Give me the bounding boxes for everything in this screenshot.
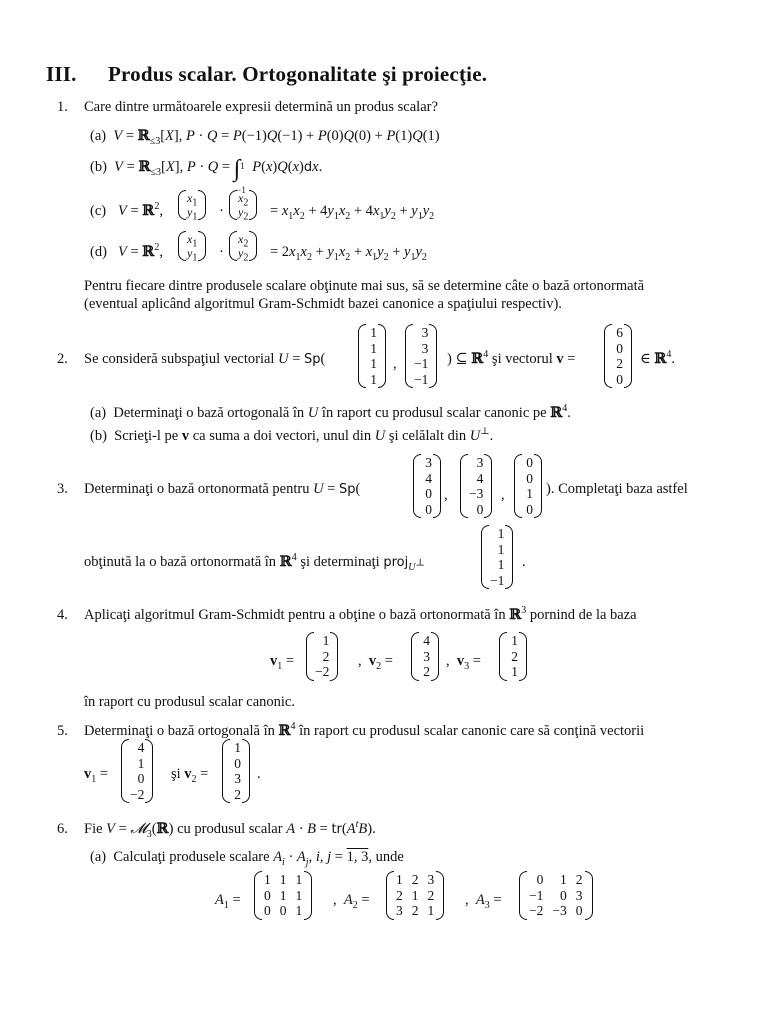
problem-3-proj-vector (481, 525, 513, 589)
problem-1d-expr: = $2x_1x_2 + y_1x_2 + x_1y_2 + y_1y_2$ (270, 244, 427, 263)
vector-entry: 0 (526, 455, 533, 470)
vector-entry: 1 (137, 755, 145, 771)
problem-1-note-2: (eventual aplicând algoritmul Gram-Schmidt bazei canonice a spaţiului respectiv). (84, 296, 562, 312)
problem-2-text-b: ) ⊆ ℝ$^4$ şi vectorul v = (447, 349, 576, 367)
matrix-entry: 1 (411, 887, 419, 903)
section-number: III. (46, 62, 77, 86)
vector-entry: 0 (526, 470, 533, 486)
problem-1-number: 1. (57, 99, 68, 115)
vector-entry: −2 (130, 786, 145, 802)
vector-entry: 6 (616, 325, 623, 340)
matrix-entry: 2 (411, 872, 419, 887)
vector-entry: −1 (490, 572, 505, 588)
problem-6a: (a) Calculaţi produsele scalare $A_i \cdot A_j$, i, j = 1, 3, unde (90, 849, 404, 868)
problem-1c-label: (c) (90, 203, 107, 219)
problem-1d-space: V = ℝ$^2$, (118, 242, 163, 260)
vector-entry: 1 (370, 356, 377, 371)
problem-5-text: Determinaţi o bază ortogonală în ℝ$^4$ în raport cu produsul scalar canonic care să conţină vectorii (84, 721, 645, 739)
vector-entry: 4 (137, 740, 145, 755)
problem-2-v-vector (604, 324, 632, 388)
matrix-entry: 3 (575, 887, 583, 903)
problem-3-line-2: obţinută la o bază ortonormată în ℝ$^4$ şi determinaţi proj$_{U^\perp}$ (84, 552, 425, 573)
problem-1c-expr: = $x_1x_2 + 4y_1x_2 + 4x_1y_2 + y_1y_2$ (270, 203, 435, 222)
matrix-entry: 0 (264, 903, 271, 918)
matrix-entry: 0 (560, 887, 567, 903)
vector-entry: 2 (511, 648, 518, 664)
vector-entry: 1 (370, 325, 377, 340)
vector-entry: 4 (425, 470, 432, 486)
vector-entry: 1 (497, 541, 505, 557)
matrix-entry: 3 (396, 903, 403, 918)
problem-5-v2 (222, 739, 250, 803)
matrix-entry: 2 (396, 887, 403, 903)
problem-1-note-1: Pentru fiecare dintre produsele scalare obţinute mai sus, să se determine câte o bază ortonormată (84, 278, 645, 294)
vector-entry: 2 (423, 664, 430, 679)
problem-6-text: Fie V = 𝓜$_3$(ℝ) cu produsul scalar $A \cdot B = tr(A^tB)$. (84, 819, 376, 840)
problem-1d-label: (d) (90, 244, 107, 260)
matrix-entry: 0 (575, 903, 583, 918)
matrix-entry: 1 (295, 872, 303, 887)
problem-2-u-vector-2 (405, 324, 437, 388)
matrix-entry: 0 (536, 872, 544, 887)
vector-entry: 2 (322, 648, 330, 664)
section-title-text: Produs scalar. Ortogonalitate şi proiecţie. (108, 62, 488, 86)
problem-4-footer: în raport cu produsul scalar canonic. (84, 694, 295, 710)
vector-entry: 0 (137, 771, 145, 786)
matrix-entry: 1 (264, 872, 271, 887)
matrix-entry: 3 (427, 872, 435, 887)
problem-3-u-vector-1 (413, 454, 441, 518)
problem-2a: (a) Determinaţi o bază ortogonală în U în raport cu produsul scalar canonic pe ℝ$^4$. (90, 403, 571, 421)
matrix-entry: 1 (295, 903, 303, 918)
vector-entry: 0 (425, 486, 432, 501)
matrix-entry: 2 (575, 872, 583, 887)
problem-2-text: Se consideră subspaţiul vectorial U = Sp( (84, 351, 326, 367)
problem-2-u-vector-1 (358, 324, 386, 388)
vector-entry: 2 (234, 786, 241, 802)
problem-4-v2 (411, 632, 439, 681)
problem-1-text: Care dintre următoarele expresii determină un produs scalar? (84, 99, 438, 115)
problem-6-matrix-A3 (519, 871, 593, 920)
problem-4-text: Aplicaţi algoritmul Gram-Schmidt pentru a obţine o bază ortonormată în ℝ$^3$ pornind de la baza (84, 605, 637, 623)
vector-entry: 0 (616, 371, 623, 387)
problem-5-v1 (121, 739, 153, 803)
matrix-entry: −1 (529, 887, 544, 903)
matrix-entry: 0 (264, 887, 271, 903)
problem-1c-vec2: $x_2$ $y_2$ (229, 190, 257, 220)
vector-entry: 3 (425, 455, 432, 470)
vector-entry: 0 (526, 501, 533, 517)
vector-entry: 1 (322, 633, 330, 648)
problem-1b: (b) V = ℝ$_{\le 3}$[X], P · Q = ∫ 1 −1 P(x)Q(x)dx. (90, 156, 323, 195)
vector-entry: 1 (511, 633, 518, 648)
problem-1c-space: V = ℝ$^2$, (118, 201, 163, 219)
problem-1a: (a) V = ℝ$_{\le 3}$[X], P · Q = P(−1)Q(−1) + P(0)Q(0) + P(1)Q(1) (90, 127, 440, 147)
vector-entry: 0 (616, 340, 623, 356)
problem-4-v1 (306, 632, 338, 681)
vector-entry: 3 (421, 325, 429, 340)
problem-3-text-b: ). Completaţi baza astfel (546, 481, 688, 497)
matrix-entry: −3 (552, 903, 567, 918)
vector-entry: 1 (370, 340, 377, 356)
problem-2-number: 2. (57, 351, 68, 367)
vector-entry: 1 (497, 526, 505, 541)
problem-3-u-vector-3 (514, 454, 542, 518)
matrix-entry: 1 (295, 887, 303, 903)
problem-3-text: Determinaţi o bază ortonormată pentru U = Sp( (84, 481, 361, 497)
vector-entry: 1 (234, 740, 241, 755)
vector-entry: −1 (414, 371, 429, 387)
problem-3-u-vector-2 (460, 454, 492, 518)
problem-1d-vec2: $x_2$ $y_2$ (229, 231, 257, 261)
matrix-entry: 1 (396, 872, 403, 887)
problem-2b: (b) Scrieţi-l pe v ca suma a doi vectori, unul din U şi celălalt din U⊥. (90, 426, 494, 444)
vector-entry: 3 (234, 771, 241, 786)
matrix-entry: 1 (279, 887, 287, 903)
vector-entry: 1 (511, 664, 518, 679)
problem-3-number: 3. (57, 481, 68, 497)
vector-entry: 1 (497, 557, 505, 572)
matrix-entry: 1 (427, 903, 435, 918)
vector-entry: 0 (234, 755, 241, 771)
problem-6-matrix-A1 (254, 871, 312, 920)
vector-entry: 3 (421, 340, 429, 356)
matrix-entry: 2 (411, 903, 419, 918)
vector-entry: 3 (476, 455, 484, 470)
problem-1c-vec1: $x_1$ $y_1$ (178, 190, 206, 220)
vector-entry: 4 (476, 470, 484, 486)
vector-entry: 4 (423, 633, 430, 648)
vector-entry: 1 (526, 486, 533, 501)
section-title (46, 62, 487, 87)
problem-5-number: 5. (57, 723, 68, 739)
matrix-entry: 0 (279, 903, 287, 918)
vector-entry: −2 (315, 664, 330, 679)
vector-entry: −3 (469, 486, 484, 501)
problem-4-v3 (499, 632, 527, 681)
vector-entry: 3 (423, 648, 430, 664)
matrix-entry: 1 (279, 872, 287, 887)
problem-4-number: 4. (57, 607, 68, 623)
matrix-entry: −2 (529, 903, 544, 918)
vector-entry: 2 (616, 356, 623, 371)
vector-entry: −1 (414, 356, 429, 371)
vector-entry: 0 (425, 501, 432, 517)
vector-entry: 0 (476, 501, 484, 517)
matrix-entry: 2 (427, 887, 435, 903)
vector-entry: 1 (370, 371, 377, 387)
problem-1d-vec1: $x_1$ $y_1$ (178, 231, 206, 261)
problem-6-matrix-A2 (386, 871, 444, 920)
matrix-entry: 1 (560, 872, 567, 887)
problem-6-number: 6. (57, 821, 68, 837)
page: III. Produs scalar. Ortogonalitate şi proiecţie. 1. Care dintre următoarele expresii determină un produs scalar? (a) V = ℝ$_{\le 3}$[X], P · Q = P(−1)Q(−1) + P(0)Q(0) + P(1)Q(1) (b) V = ℝ$_{\le 3}$[X], P · Q = ∫ 1 −1 P(x)Q(x)dx. (c) V = ℝ$^2$, $x_1$ $y_1$ · $x_2$ $y_2$ = $x_1x_2 + 4y_1x_2 + 4x_1y_2 + y_1y_2$ (d) V = ℝ$^2$, $x_1$ $y_1$ · $x_2$ $y_2$ = $2x_1x_2 + y_1x_2 + x_1y_2 + y_1y_2$ Pentru fiecare dintre produsele scalare obţinute mai sus, să se determine câte o bază ortonormată (eventual aplicând algoritmul Gram-Schmidt bazei canonice a spaţiului respectiv). 2. Se consideră subspaţiul vectorial U = Sp( 1 1 1 1 , 3 3 −1 −1 ) ⊆ ℝ$^4$ şi vectorul v = 6 0 2 0 ∈ ℝ$^4$. (a) Determinaţi o bază ortogonală în U în raport cu produsul scalar canonic pe ℝ$^4$. (b) Scrieţi-l pe v ca suma a doi vectori, unul din U şi celălalt din U⊥. 3. Determinaţi o bază ortonormată pentru U = Sp( 3 4 0 0 , 3 4 −3 0 , 0 0 1 0 ). Completaţi baza astfel obţinută la o bază ortonormată în ℝ$^4$ şi determinaţi proj$_{U^\perp}$ 1 1 1 −1 . 4. Aplicaţi algoritmul Gram-Schmidt pentru a obţine o bază ortonormată în ℝ$^3$ pornind de la baza $v_1$ = 1 2 −2 , $v_2$ = 4 3 2 , $v_3$ = 1 2 1 în raport cu produsul scalar canonic. 5. Determinaţi o bază ortogonală în ℝ$^4$ în raport cu produsul scalar canonic care să conţină vectorii $v_1$ = 4 1 0 −2 şi $v_2$ = 1 0 3 2 . 6. Fie V = 𝓜$_3$(ℝ) cu produsul scalar $A \cdot B = tr(A^tB)$. (a) Calculaţi produsele scalare $A_i \cdot A_j$, i, j = 1, 3, unde $A_1$ = 1 0 0 1 1 0 1 1 1 , $A_2$ = 1 2 3 2 1 2 3 2 1 , $A_3$ = 0 −1 −2 1 0 −3 2 3 0 (46, 62, 688, 918)
